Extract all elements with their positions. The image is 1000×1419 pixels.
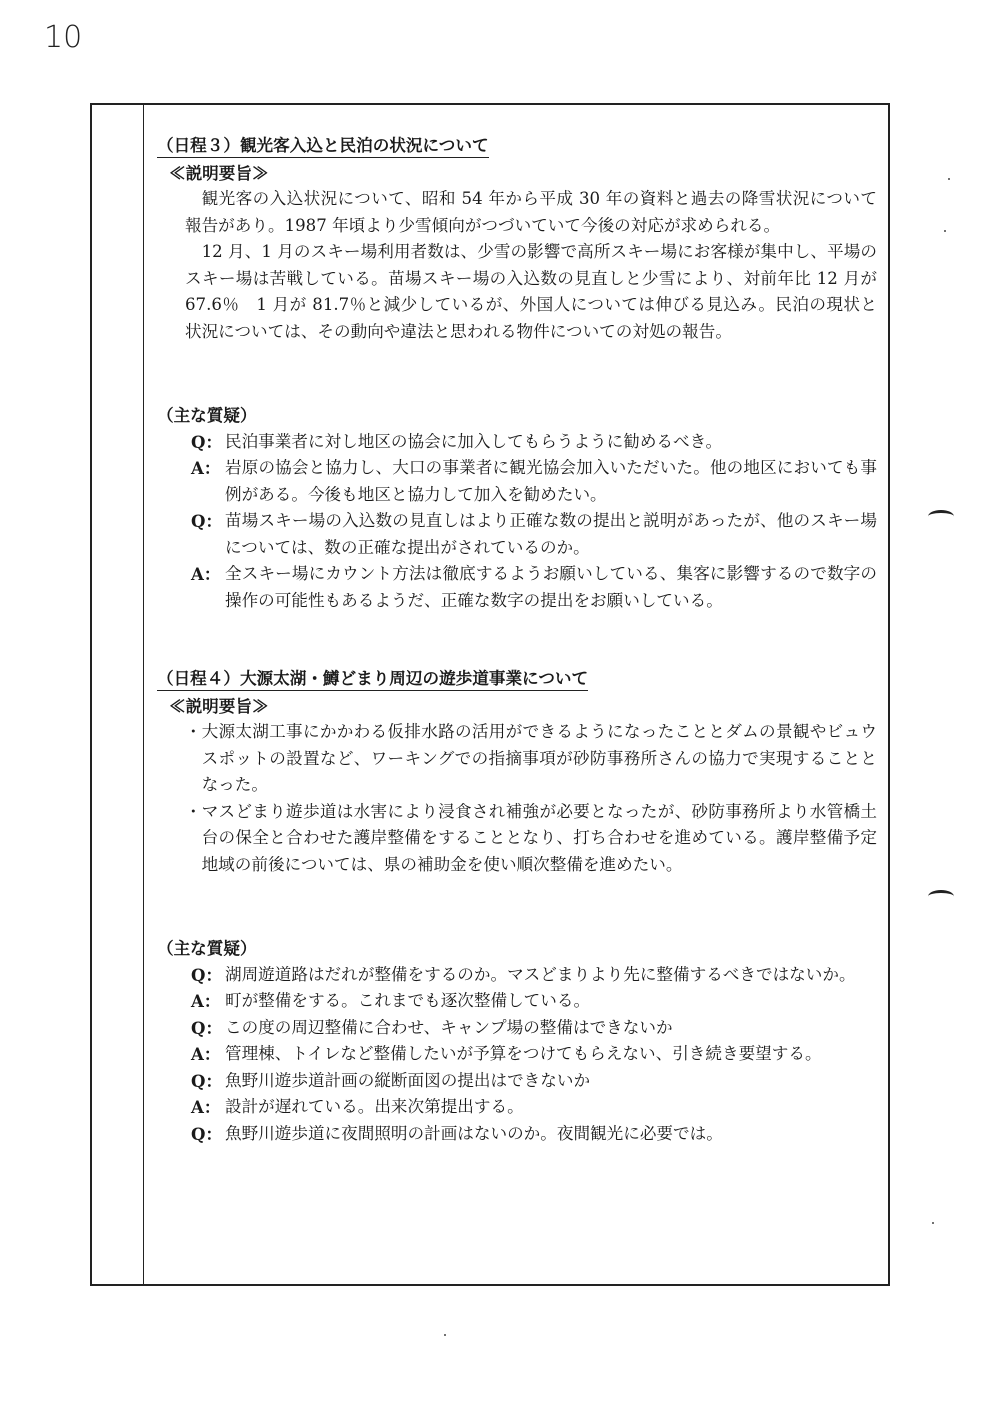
scan-speck bbox=[932, 1222, 934, 1224]
summary-paragraph: 観光客の入込状況について、昭和 54 年から平成 30 年の資料と過去の降雪状況について報告があり。1987 年頃より少雪傾向がつづいていて今後の対応が求められる。 bbox=[185, 189, 877, 235]
qa-item bbox=[157, 988, 877, 1015]
qa-tag: A： bbox=[191, 991, 221, 1011]
qa-label: （主な質疑） bbox=[157, 405, 257, 425]
qa-item bbox=[157, 1015, 877, 1042]
qa-text: 町が整備をする。これまでも逐次整備している。 bbox=[225, 991, 591, 1010]
punch-hole-mark bbox=[928, 510, 954, 523]
qa-text: 設計が遅れている。出来次第提出する。 bbox=[225, 1097, 524, 1116]
qa-item bbox=[157, 508, 877, 561]
qa-text: 民泊事業者に対し地区の協会に加入してもらうように勧めるべき。 bbox=[225, 431, 723, 451]
qa-tag: A： bbox=[191, 458, 221, 478]
summary-label: ≪説明要旨≫ bbox=[169, 695, 269, 716]
qa-text: 魚野川遊歩道計画の縦断面図の提出はできないか bbox=[225, 1070, 591, 1090]
summary-label: ≪説明要旨≫ bbox=[169, 162, 269, 183]
scan-speck bbox=[444, 1334, 446, 1336]
section-heading: （日程３）観光客入込と民泊の状況について bbox=[157, 133, 489, 158]
qa-text: 湖周遊道路はだれが整備をするのか。マスどまりより先に整備するべきではないか。 bbox=[225, 964, 856, 984]
document-body bbox=[157, 133, 877, 1147]
qa-tag: Q： bbox=[191, 431, 223, 452]
qa-item bbox=[157, 1041, 877, 1068]
qa-tag: A： bbox=[191, 564, 221, 584]
qa-item bbox=[157, 962, 877, 989]
qa-text: 岩原の協会と協力し、大口の事業者に観光協会加入いただいた。他の地区においても事例がある。今後も地区と協力して加入を勧めたい。 bbox=[225, 458, 877, 504]
bullet-text: 大源太湖工事にかかわる仮排水路の活用ができるようになったこととダムの景観やビュウスポットの設置など、ワーキングでの指摘事項が砂防事務所さんの協力で実現することとなった。 bbox=[201, 722, 877, 794]
qa-item bbox=[157, 1094, 877, 1121]
bullet-text: マスどまり遊歩道は水害により浸食され補強が必要となったが、砂防事務所より水管橋土台の保全と合わせた護岸整備をすることとなり、打ち合わせを進めている。護岸整備予定地域の前後については、県の補助金を使い順次整備を進めたい。 bbox=[201, 801, 877, 874]
qa-tag: A： bbox=[191, 1044, 221, 1064]
summary-bullet bbox=[157, 719, 877, 799]
qa-item bbox=[157, 455, 877, 508]
bullet-mark: ・ bbox=[185, 722, 202, 741]
qa-tag: A： bbox=[191, 1097, 221, 1117]
qa-tag: Q： bbox=[191, 1070, 223, 1091]
scan-speck bbox=[944, 230, 946, 232]
qa-text: この度の周辺整備に合わせ、キャンプ場の整備はできないか bbox=[225, 1017, 673, 1037]
section-agenda-3 bbox=[157, 133, 877, 614]
qa-item bbox=[157, 429, 877, 456]
punch-hole-mark bbox=[928, 890, 954, 903]
qa-item bbox=[157, 1121, 877, 1148]
bullet-mark: ・ bbox=[185, 801, 202, 821]
qa-text: 全スキー場にカウント方法は徹底するようお願いしている、集客に影響するので数字の操作の可能性もあるようだ、正確な数字の提出をお願いしている。 bbox=[225, 564, 877, 610]
qa-tag: Q： bbox=[191, 964, 223, 985]
qa-label: （主な質疑） bbox=[157, 938, 257, 958]
qa-tag: Q： bbox=[191, 511, 223, 531]
qa-text: 魚野川遊歩道に夜間照明の計画はないのか。夜間観光に必要では。 bbox=[225, 1123, 723, 1143]
qa-text: 苗場スキー場の入込数の見直しはより正確な数の提出と説明があったが、他のスキー場については、数の正確な提出がされているのか。 bbox=[225, 511, 877, 557]
qa-text: 管理棟、トイレなど整備したいが予算をつけてもらえない、引き続き要望する。 bbox=[225, 1044, 822, 1063]
summary-paragraph: 12 月、1 月のスキー場利用者数は、少雪の影響で高所スキー場にお客様が集中し、平場のスキー場は苦戦している。苗場スキー場の入込数の見直しと少雪により、対前年比 12 月が 67.6％ 1 月が 81.7％と減少しているが、外国人については伸びる見込み。民泊の現状と状況については、その動向や違法と思われる物件についての対処の報告。 bbox=[185, 242, 877, 341]
scan-speck bbox=[948, 178, 950, 180]
summary-bullet bbox=[157, 799, 877, 879]
section-heading: （日程４）大源太湖・鱒どまり周辺の遊歩道事業について bbox=[157, 666, 588, 691]
qa-item bbox=[157, 561, 877, 614]
qa-tag: Q： bbox=[191, 1017, 223, 1038]
qa-tag: Q： bbox=[191, 1123, 223, 1144]
document-frame bbox=[90, 103, 890, 1286]
page-number: 10 bbox=[44, 20, 83, 55]
frame-divider bbox=[143, 105, 144, 1284]
section-agenda-4 bbox=[157, 666, 877, 1147]
qa-item bbox=[157, 1068, 877, 1095]
